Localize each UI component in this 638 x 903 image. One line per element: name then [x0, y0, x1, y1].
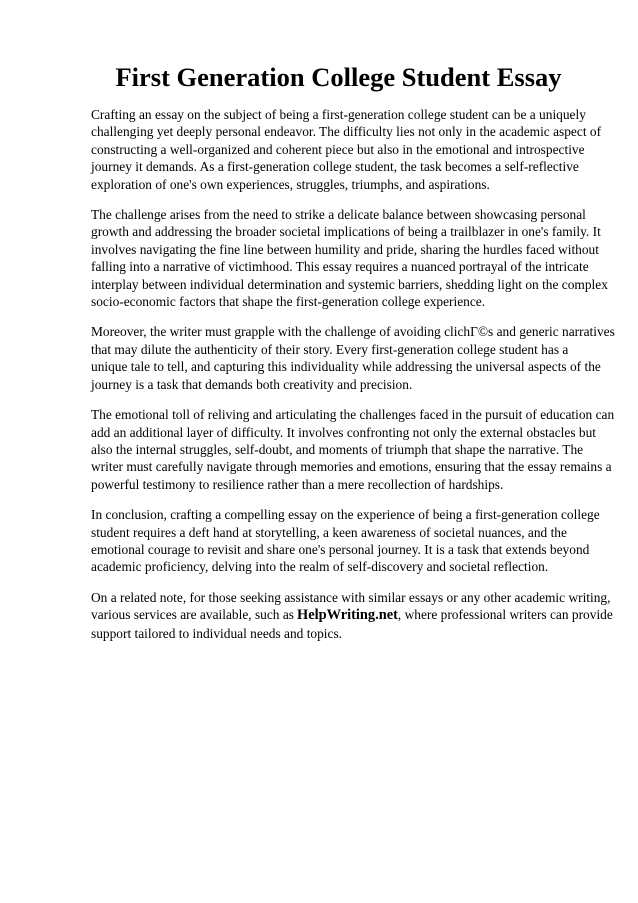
paragraph-5 [91, 506, 603, 576]
text-line: unique tale to tell, and capturing this individuality while addressing the universal aspects of the [91, 359, 601, 375]
text-line: growth and addressing the broader societal implications of being a trailblazer in one's family. It [91, 224, 601, 240]
text-line: emotional courage to revisit and share one's personal journey. It is a task that extends beyond [91, 541, 590, 557]
text-before-link: various services are available, such as [91, 607, 295, 623]
text-line: Moreover, the writer must grapple with the challenge of avoiding clichГ©s and generic narratives [91, 324, 615, 340]
paragraph-1 [91, 106, 603, 193]
text-line: writer must carefully navigate through memories and emotions, ensuring that the essay remains a [91, 459, 612, 475]
text-line: support tailored to individual needs and topics. [91, 625, 343, 641]
text-line-with-link [91, 606, 613, 624]
text-line: academic proficiency, delving into the realm of self-discovery and societal reflection. [91, 559, 549, 575]
text-line: powerful testimony to resilience rather than a mere recollection of hardships. [91, 476, 504, 492]
text-line: Crafting an essay on the subject of being a first-generation college student can be a uniquely [91, 107, 586, 122]
text-after-link: , where professional writers can provide [397, 607, 613, 623]
text-line: journey it demands. As a first-generation college student, the task becomes a self-reflective [91, 159, 579, 175]
document-title: First Generation College Student Essay [115, 62, 562, 92]
text-line: involves navigating the fine line between humility and pride, sharing the hurdles faced without [91, 241, 599, 257]
text-line: falling into a narrative of victimhood. This essay requires a nuanced portrayal of the intricate [91, 259, 589, 275]
text-line: constructing a well-organized and coherent piece but also in the emotional and introspective [91, 141, 585, 157]
paragraph-4 [91, 406, 615, 493]
text-line: The emotional toll of reliving and articulating the challenges faced in the pursuit of education can [91, 407, 615, 423]
text-line: also the internal struggles, self-doubt, and moments of triumph that shape the narrative. The [91, 441, 584, 457]
text-line: student requires a deft hand at storytelling, a keen awareness of societal nuances, and the [91, 524, 567, 540]
helpwriting-link[interactable]: HelpWriting.net [297, 607, 398, 624]
text-line: On a related note, for those seeking assistance with similar essays or any other academic writing, [91, 589, 611, 605]
closing-paragraph [91, 589, 613, 642]
text-line: The challenge arises from the need to strike a delicate balance between showcasing personal [91, 207, 586, 223]
paragraph-2 [91, 206, 608, 310]
text-line: journey is a task that demands both creativity and precision. [91, 376, 413, 392]
text-line: In conclusion, crafting a compelling essay on the experience of being a first-generation college [91, 507, 600, 523]
text-line: challenging yet deeply personal endeavor. The difficulty lies not only in the academic aspect of [91, 124, 602, 140]
text-line: that may dilute the authenticity of their story. Every first-generation college student has a [91, 341, 569, 357]
text-line: interplay between individual determination and systemic barriers, shedding light on the complex [91, 276, 608, 292]
paragraph-3 [91, 323, 615, 393]
text-line: add an additional layer of difficulty. It involves confronting not only the external obstacles but [91, 424, 596, 440]
text-line: exploration of one's own experiences, struggles, triumphs, and aspirations. [91, 176, 490, 192]
text-line: socio-economic factors that shape the first-generation college experience. [91, 294, 486, 310]
